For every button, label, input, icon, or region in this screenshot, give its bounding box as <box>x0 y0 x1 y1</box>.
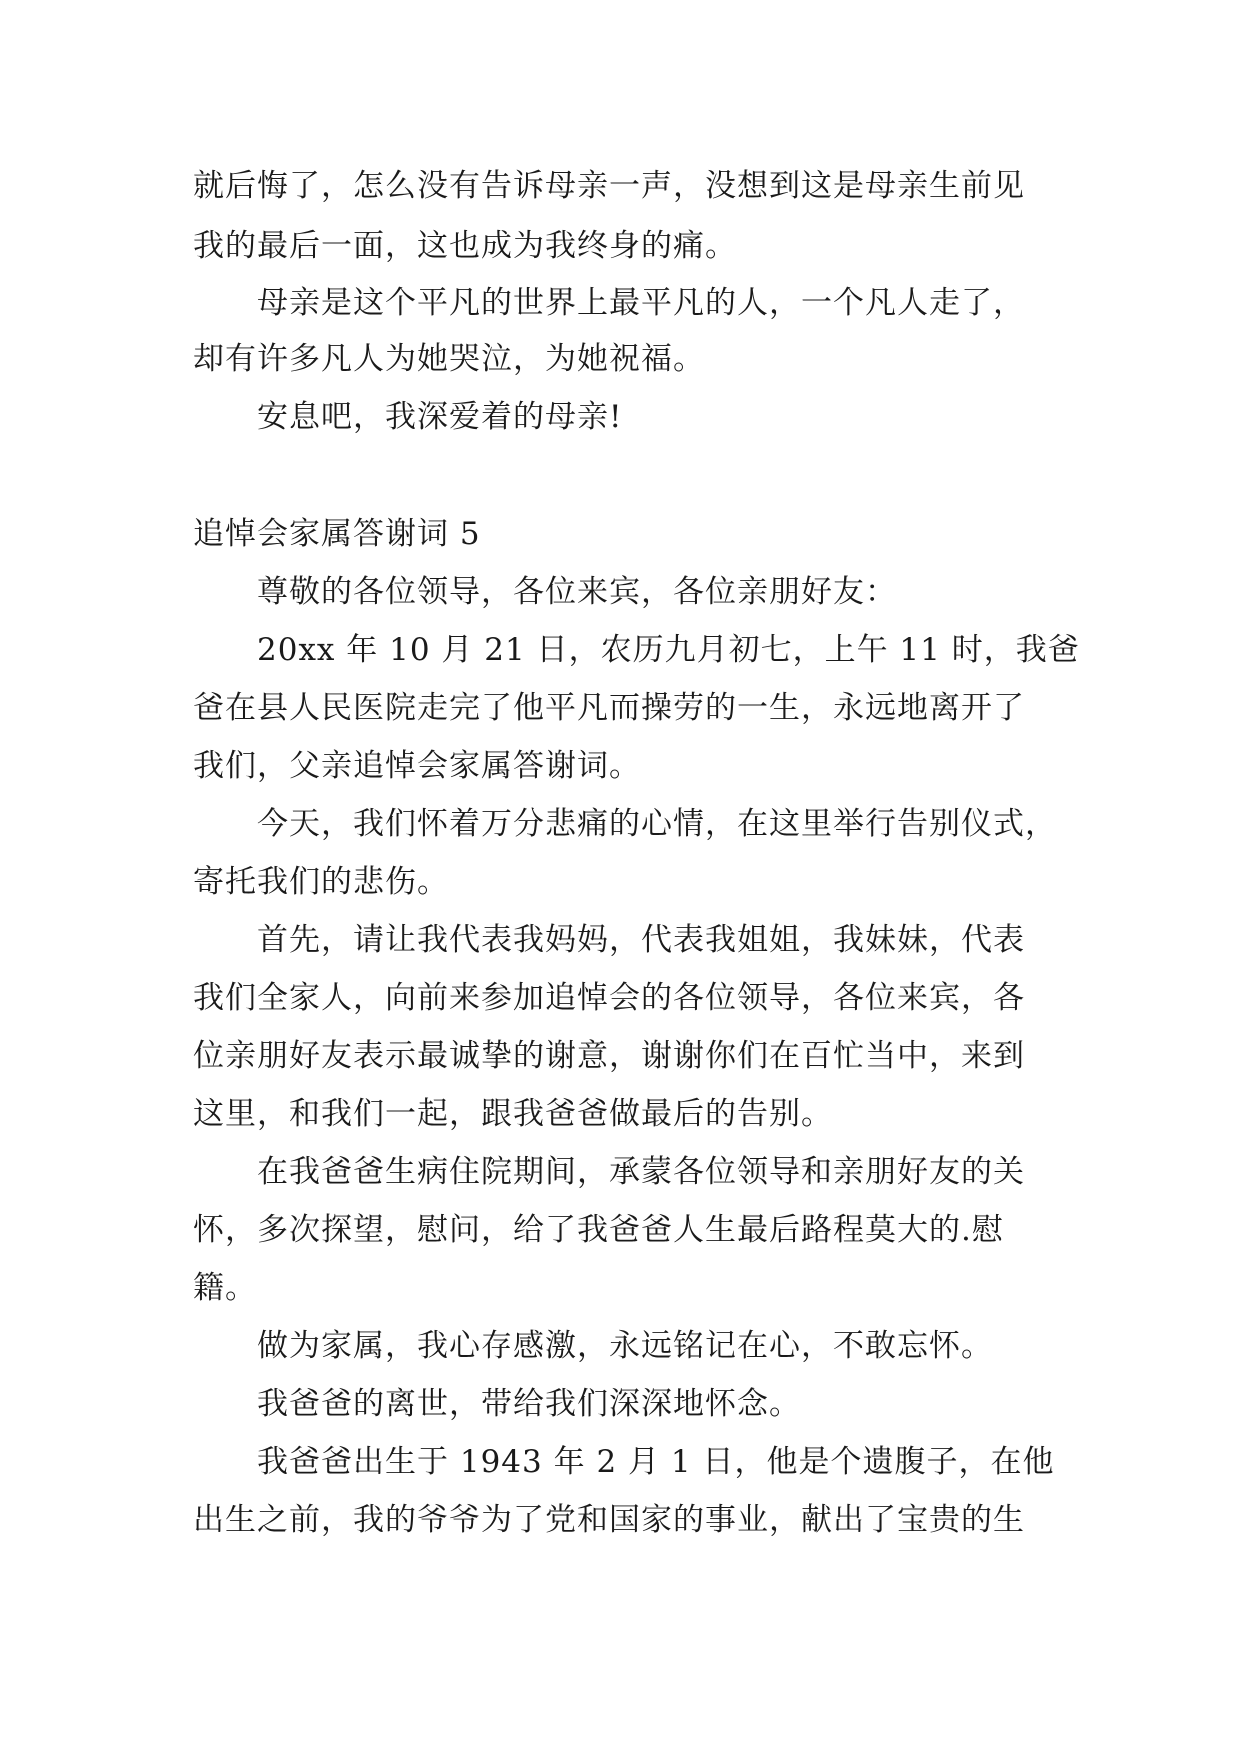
text-line: 爸在县人民医院走完了他平凡而操劳的一生，永远地离开了 <box>193 690 1025 726</box>
text-line: 我们全家人，向前来参加追悼会的各位领导，各位来宾，各 <box>193 980 1025 1016</box>
text-line: 这里，和我们一起，跟我爸爸做最后的告别。 <box>193 1096 833 1132</box>
text-line: 怀，多次探望，慰问，给了我爸爸人生最后路程莫大的.慰 <box>193 1212 1004 1248</box>
text-line: 却有许多凡人为她哭泣，为她祝福。 <box>193 341 705 377</box>
text-line: 出生之前，我的爷爷为了党和国家的事业，献出了宝贵的生 <box>193 1502 1025 1538</box>
text-line: 在我爸爸生病住院期间，承蒙各位领导和亲朋好友的关 <box>257 1154 1025 1190</box>
text-line: 我们，父亲追悼会家属答谢词。 <box>193 748 641 784</box>
text-line: 安息吧，我深爱着的母亲! <box>257 399 623 435</box>
text-line: 位亲朋好友表示最诚挚的谢意，谢谢你们在百忙当中，来到 <box>193 1038 1025 1074</box>
text-line: 寄托我们的悲伤。 <box>193 864 449 900</box>
text-line: 我爸爸的离世，带给我们深深地怀念。 <box>257 1386 801 1422</box>
text-line: 我爸爸出生于 1943 年 2 月 1 日，他是个遗腹子，在他 <box>257 1444 1055 1480</box>
text-line: 尊敬的各位领导，各位来宾，各位亲朋好友： <box>257 574 897 610</box>
text-line: 做为家属，我心存感激，永远铭记在心，不敢忘怀。 <box>257 1328 993 1364</box>
text-line: 籍。 <box>193 1270 257 1306</box>
section-title: 追悼会家属答谢词 5 <box>193 516 481 552</box>
text-line: 就后悔了，怎么没有告诉母亲一声，没想到这是母亲生前见 <box>193 168 1025 204</box>
text-line: 今天，我们怀着万分悲痛的心情，在这里举行告别仪式， <box>257 806 1057 842</box>
text-line: 首先，请让我代表我妈妈，代表我姐姐，我妹妹，代表 <box>257 922 1025 958</box>
text-line: 我的最后一面，这也成为我终身的痛。 <box>193 228 737 264</box>
text-line: 母亲是这个平凡的世界上最平凡的人，一个凡人走了， <box>257 285 1025 321</box>
text-line: 20xx 年 10 月 21 日，农历九月初七，上午 11 时，我爸 <box>257 632 1080 668</box>
